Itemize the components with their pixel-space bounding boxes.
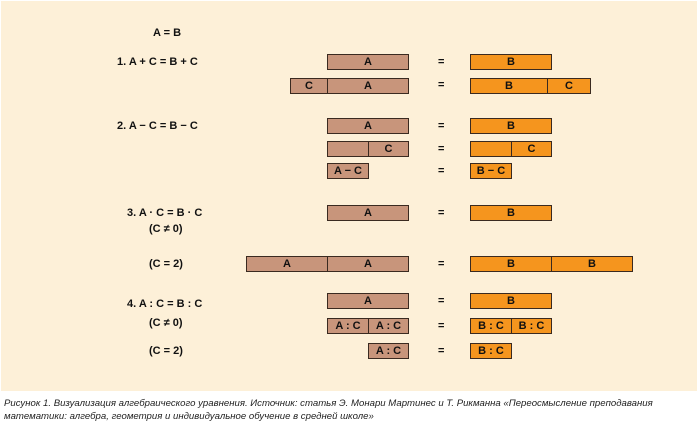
bar-c: C (290, 78, 328, 94)
bar-b: B (470, 118, 552, 134)
bar-a-div-c: A : C (327, 318, 369, 334)
header-label: A = B (153, 27, 182, 39)
bar-a: A (327, 205, 409, 221)
rule-4-condition: (C ≠ 0) (149, 317, 183, 329)
rule-4-example: (C = 2) (149, 345, 183, 357)
bar-a: A (327, 78, 409, 94)
bar-b: B (470, 293, 552, 309)
bar-a-div-c: A : C (368, 343, 409, 359)
equals-sign: = (438, 120, 445, 132)
bar-c: C (368, 141, 409, 157)
equals-sign: = (438, 56, 445, 68)
rule-3-condition: (C ≠ 0) (149, 223, 183, 235)
equals-sign: = (438, 207, 445, 219)
bar-c: C (547, 78, 591, 94)
equals-sign: = (438, 143, 445, 155)
bar-a-minus-c: A − C (327, 163, 369, 179)
equals-sign: = (438, 258, 445, 270)
bar-a-div-c: A : C (368, 318, 409, 334)
bar-a: A (327, 293, 409, 309)
bar-b: B (470, 256, 552, 272)
bar-b: B (470, 205, 552, 221)
bar-a: A (246, 256, 328, 272)
equals-sign: = (438, 165, 445, 177)
rule-2-label: 2. A − C = B − C (117, 120, 198, 132)
rule-3-label: 3. A · C = B · C (127, 207, 203, 219)
figure-panel (1, 1, 697, 391)
bar-a-remainder (327, 141, 369, 157)
bar-b-div-c: B : C (511, 318, 552, 334)
equals-sign: = (438, 320, 445, 332)
rule-1-label: 1. A + C = B + C (117, 56, 198, 68)
bar-a: A (327, 118, 409, 134)
bar-b: B (551, 256, 633, 272)
equals-sign: = (438, 295, 445, 307)
rule-3-example: (C = 2) (149, 258, 183, 270)
figure-caption: Рисунок 1. Визуализация алгебраического уравнения. Источник: статья Э. Монари Мартинес и Т. Рикманна «Переосмысление преподавания математики: алгебра, геометрия и индивидуальное обучение в средней школе» (4, 398, 653, 422)
bar-c: C (511, 141, 552, 157)
equals-sign: = (438, 345, 445, 357)
bar-b-div-c: B : C (470, 343, 512, 359)
bar-b: B (470, 54, 552, 70)
bar-a: A (327, 256, 409, 272)
bar-b: B (470, 78, 548, 94)
bar-b-remainder (470, 141, 512, 157)
equals-sign: = (438, 79, 445, 91)
bar-b-minus-c: B − C (470, 163, 512, 179)
bar-b-div-c: B : C (470, 318, 512, 334)
bar-a: A (327, 54, 409, 70)
rule-4-label: 4. A : C = B : C (127, 298, 203, 310)
